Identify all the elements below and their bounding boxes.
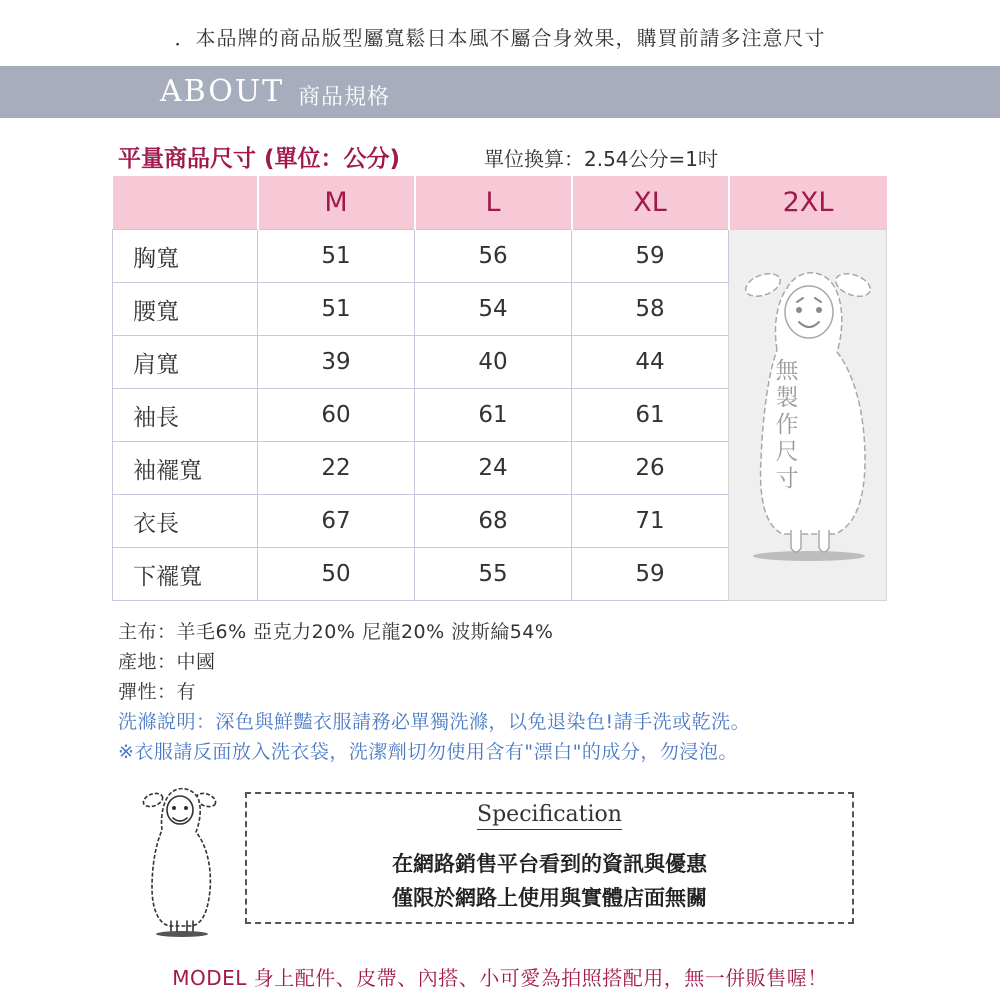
- cell-xl: 59: [572, 548, 729, 601]
- alpaca-illustration: [729, 230, 885, 598]
- cell-xl: 71: [572, 495, 729, 548]
- care-instructions: 洗滌說明：深色與鮮豔衣服請務必單獨洗滌，以免退染色!請手洗或乾洗。: [118, 711, 751, 733]
- cell-l: 56: [415, 230, 572, 283]
- row-label: 腰寬: [113, 283, 258, 336]
- elasticity-info: 彈性：有: [118, 681, 197, 703]
- about-banner: [0, 66, 1000, 118]
- row-label: 袖長: [113, 389, 258, 442]
- cell-xl: 44: [572, 336, 729, 389]
- no-size-2xl-cell: [729, 230, 887, 601]
- table-header-row: [113, 176, 887, 230]
- alpaca-mascot-icon: [140, 780, 220, 940]
- cell-l: 40: [415, 336, 572, 389]
- cell-m: 60: [258, 389, 415, 442]
- cell-m: 39: [258, 336, 415, 389]
- row-label: 下襬寬: [113, 548, 258, 601]
- cell-xl: 61: [572, 389, 729, 442]
- no-size-text: 無 製 作 尺 寸: [775, 358, 799, 492]
- about-subheading: 商品規格: [298, 85, 391, 110]
- cell-xl: 58: [572, 283, 729, 336]
- cell-l: 24: [415, 442, 572, 495]
- header-size-2xl: 2XL: [729, 176, 887, 230]
- cell-l: 68: [415, 495, 572, 548]
- cell-l: 55: [415, 548, 572, 601]
- size-table-title: 平量商品尺寸 (單位：公分): [118, 146, 401, 172]
- specification-title: Specification: [247, 802, 852, 827]
- cell-m: 67: [258, 495, 415, 548]
- row-label: 衣長: [113, 495, 258, 548]
- specification-box: [245, 792, 854, 924]
- cell-m: 51: [258, 230, 415, 283]
- header-size-m: M: [258, 176, 415, 230]
- specification-line-1: 在網路銷售平台看到的資訊與優惠: [392, 852, 707, 876]
- table-row: [113, 230, 887, 283]
- about-heading: ABOUT: [160, 74, 285, 109]
- size-table: [112, 176, 887, 601]
- size-notice: ．本品牌的商品版型屬寬鬆日本風不屬合身效果，購買前請多注意尺寸: [174, 26, 826, 50]
- header-size-l: L: [415, 176, 572, 230]
- header-size-xl: XL: [572, 176, 729, 230]
- origin-info: 產地：中國: [118, 651, 216, 673]
- cell-l: 61: [415, 389, 572, 442]
- cell-m: 51: [258, 283, 415, 336]
- model-accessories-note: MODEL 身上配件、皮帶、內搭、小可愛為拍照搭配用，無一併販售喔！: [172, 966, 828, 990]
- cell-xl: 26: [572, 442, 729, 495]
- unit-conversion: 單位換算：2.54公分=1吋: [484, 147, 719, 171]
- specification-line-2: 僅限於網路上使用與實體店面無關: [392, 886, 707, 910]
- row-label: 胸寬: [113, 230, 258, 283]
- care-warning: ※衣服請反面放入洗衣袋，洗潔劑切勿使用含有"漂白"的成分，勿浸泡。: [118, 741, 738, 763]
- cell-m: 50: [258, 548, 415, 601]
- material-info: 主布：羊毛6% 亞克力20% 尼龍20% 波斯綸54%: [118, 621, 554, 643]
- row-label: 肩寬: [113, 336, 258, 389]
- cell-l: 54: [415, 283, 572, 336]
- row-label: 袖襬寬: [113, 442, 258, 495]
- cell-xl: 59: [572, 230, 729, 283]
- header-blank: [113, 176, 258, 230]
- cell-m: 22: [258, 442, 415, 495]
